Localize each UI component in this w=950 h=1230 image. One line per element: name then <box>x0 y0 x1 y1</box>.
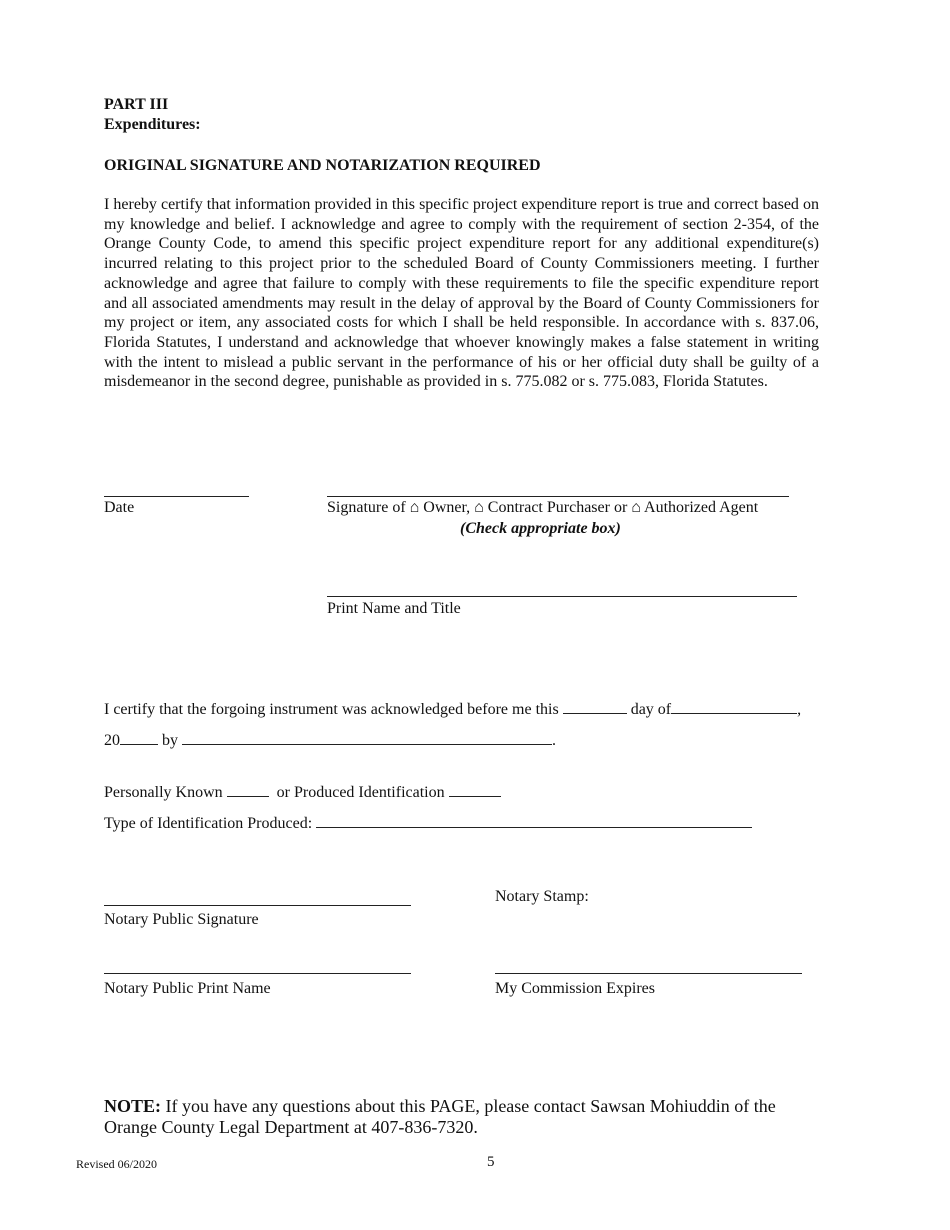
period-text: . <box>552 732 556 749</box>
acknowledgement-line-1 <box>104 699 801 719</box>
by-text: by <box>162 732 178 749</box>
certification-paragraph: I hereby certify that information provided in this specific project expenditure report is true and correct based on my knowledge and belief. I acknowledge and agree to comply with the requirement of section 2-354, of the Orange County Code, to amend this specific project expenditure report for any additional expenditure(s) incurred relating to this project prior to the scheduled Board of County Commissioners meeting. I further acknowledge and agree that failure to comply with these requirements to file the specific expenditure report and all associated amendments may result in the delay of approval by the Board of County Commissioners for my project or item, any associated costs for which I shall be held responsible. In accordance with s. 837.06, Florida Statutes, I understand and acknowledge that whoever knowingly makes a false statement in writing with the intent to mislead a public servant in the performance of his or her official duty shall be guilty of a misdemeanor in the second degree, punishable as provided in s. 775.082 or s. 775.083, Florida Statutes. <box>104 196 819 391</box>
day-blank[interactable] <box>563 699 627 714</box>
year-blank[interactable] <box>120 730 158 745</box>
acknowledgement-line-2 <box>104 730 556 750</box>
notary-signature-label: Notary Public Signature <box>104 911 259 928</box>
section-heading: Expenditures: <box>104 116 201 133</box>
agent-option-label: Authorized Agent <box>644 499 759 516</box>
requirement-title: ORIGINAL SIGNATURE AND NOTARIZATION REQUIRED <box>104 157 541 174</box>
note-label: NOTE: <box>104 1096 162 1116</box>
month-blank[interactable] <box>671 699 797 714</box>
personally-known-label: Personally Known <box>104 784 223 801</box>
signature-line[interactable] <box>327 496 789 497</box>
produced-id-label: or Produced Identification <box>276 784 445 801</box>
notary-stamp-label: Notary Stamp: <box>495 888 589 905</box>
purchaser-option-label: Contract Purchaser or <box>487 499 628 516</box>
date-label: Date <box>104 499 135 516</box>
purchaser-checkbox-icon[interactable]: ⌂ <box>474 499 484 516</box>
notary-print-name-line[interactable] <box>104 973 411 974</box>
certify-text: I certify that the forgoing instrument was acknowledged before me this <box>104 701 559 718</box>
owner-checkbox-icon[interactable]: ⌂ <box>409 499 420 516</box>
contact-note <box>104 1096 824 1138</box>
part-heading: PART III <box>104 96 169 113</box>
owner-option-label: Owner, <box>423 499 471 516</box>
notary-print-name-label: Notary Public Print Name <box>104 980 271 997</box>
year-prefix: 20 <box>104 732 120 749</box>
type-id-line <box>104 813 752 833</box>
notary-signature-line[interactable] <box>104 905 411 906</box>
signature-prefix: Signature of <box>327 499 406 516</box>
personally-known-blank[interactable] <box>227 782 269 797</box>
acknowledger-blank[interactable] <box>182 730 552 745</box>
print-name-label: Print Name and Title <box>327 600 461 617</box>
type-id-blank[interactable] <box>316 813 752 828</box>
signature-label <box>327 499 758 517</box>
type-id-label: Type of Identification Produced: <box>104 815 313 832</box>
produced-id-blank[interactable] <box>449 782 501 797</box>
note-text: If you have any questions about this PAGE, please contact Sawsan Mohiuddin of the Orange County Legal Department at 407-836-7320. <box>104 1096 776 1137</box>
agent-checkbox-icon[interactable]: ⌂ <box>631 499 641 516</box>
check-box-note: (Check appropriate box) <box>460 520 621 537</box>
comma-text: , <box>797 701 802 718</box>
commission-expires-label: My Commission Expires <box>495 980 656 997</box>
revised-date: Revised 06/2020 <box>76 1157 157 1171</box>
page-number: 5 <box>487 1154 495 1170</box>
identification-line <box>104 782 501 802</box>
day-of-text: day of <box>630 701 672 718</box>
commission-expires-line[interactable] <box>495 973 802 974</box>
print-name-line[interactable] <box>327 596 797 597</box>
date-line[interactable] <box>104 496 249 497</box>
